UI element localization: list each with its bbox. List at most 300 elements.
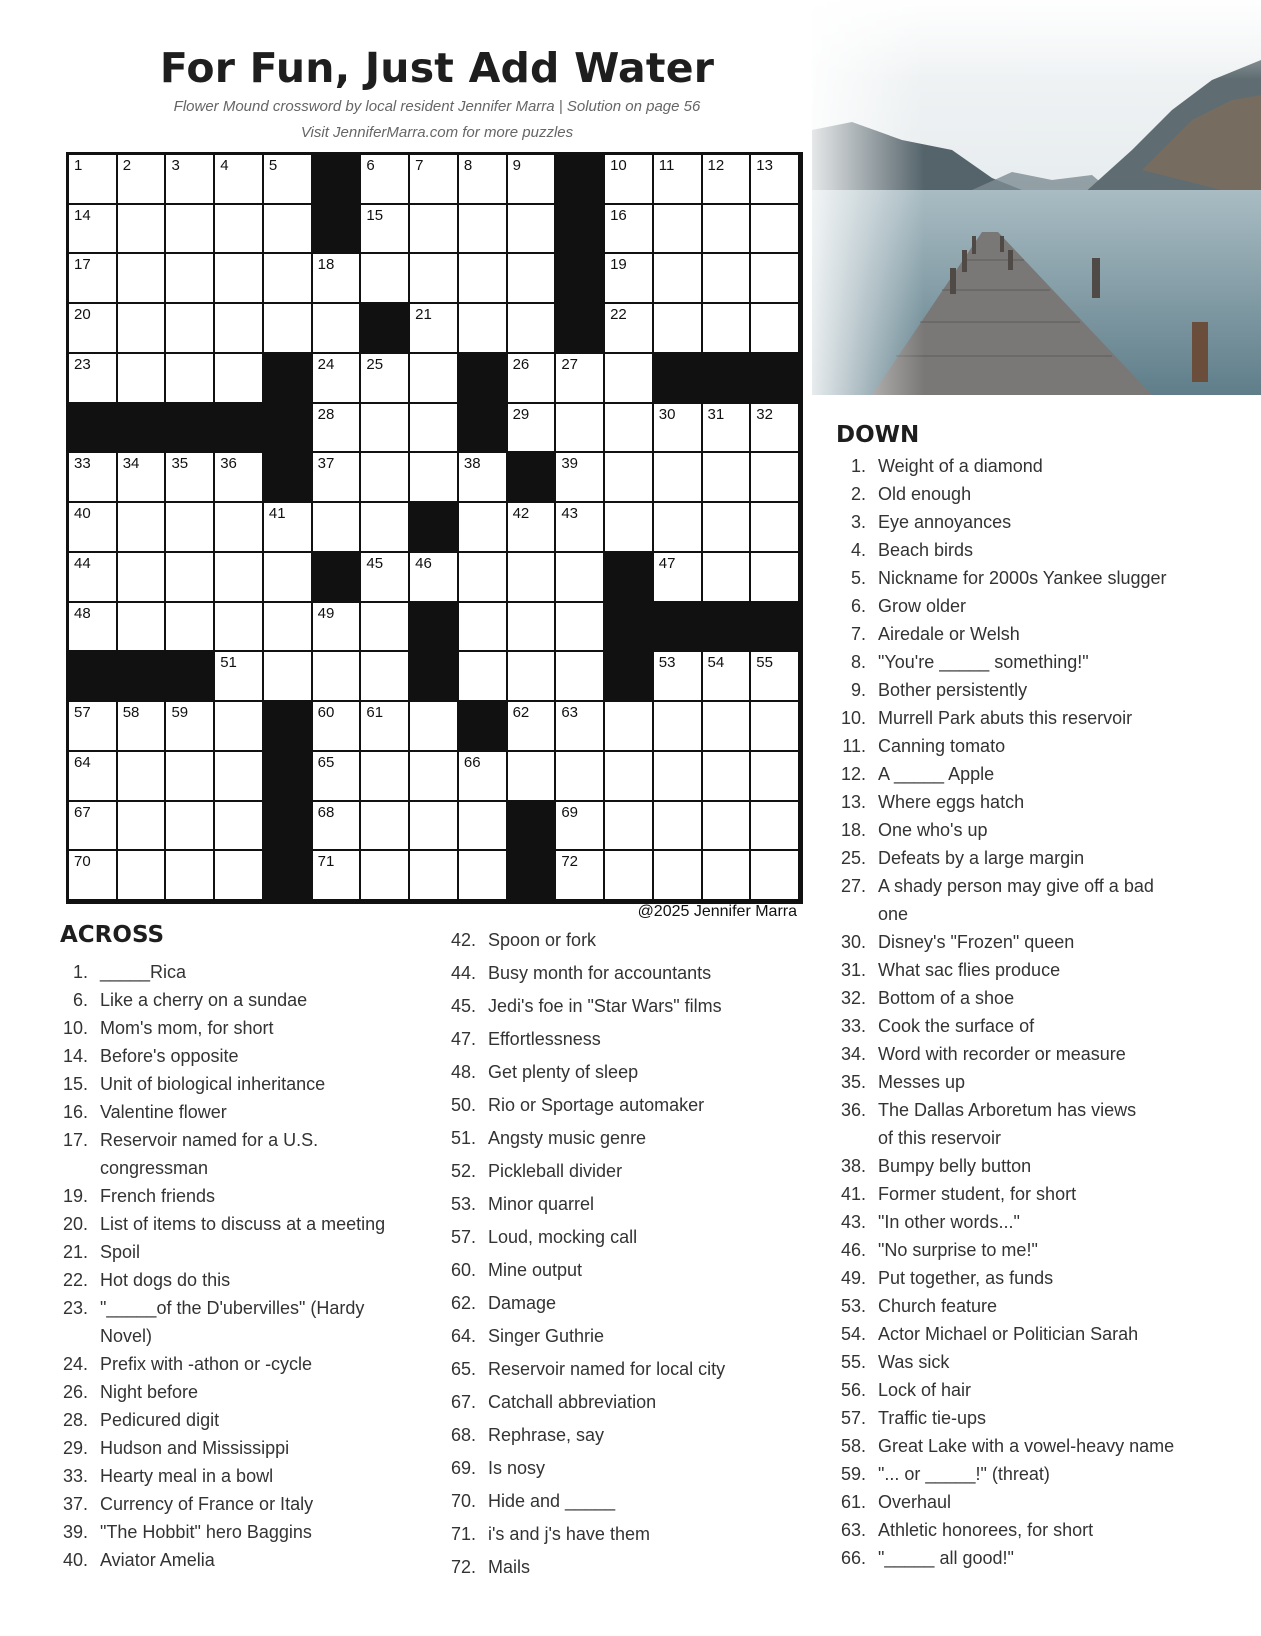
clue-item (834, 872, 1244, 900)
grid-square[interactable] (313, 702, 362, 752)
grid-square[interactable] (215, 851, 264, 901)
grid-square[interactable] (361, 254, 410, 304)
grid-square[interactable] (215, 453, 264, 503)
grid-square[interactable] (508, 354, 557, 404)
grid-square[interactable] (215, 304, 264, 354)
grid-square[interactable] (654, 254, 703, 304)
grid-square[interactable] (69, 354, 118, 404)
grid-square[interactable] (118, 304, 167, 354)
clue-text: Mine output (488, 1260, 583, 1280)
grid-square[interactable] (313, 354, 362, 404)
clue-number: 10. (840, 708, 866, 728)
clue-item (834, 1208, 1244, 1236)
lake-pier-illustration (812, 0, 1261, 395)
grid-square[interactable] (703, 304, 752, 354)
grid-square[interactable] (313, 304, 362, 354)
clue-text: Bumpy belly button (878, 1156, 1032, 1176)
clue-item (834, 1432, 1244, 1460)
grid-square[interactable] (215, 205, 264, 255)
puzzle-title: For Fun, Just Add Water (159, 44, 715, 92)
clue-text: Rio or Sportage automaker (488, 1095, 705, 1115)
grid-square[interactable] (69, 254, 118, 304)
square-number: 67 (74, 803, 91, 821)
square-number: 63 (561, 704, 579, 722)
clue-number: 71. (450, 1524, 476, 1544)
square-number: 32 (756, 405, 773, 423)
clue-number: 53. (840, 1296, 866, 1316)
square-number: 61 (366, 704, 384, 722)
grid-square[interactable] (556, 752, 605, 802)
clue-text: Busy month for accountants (488, 963, 712, 983)
clue-item (444, 1419, 794, 1452)
clue-number: 44. (450, 963, 476, 983)
grid-square[interactable] (703, 205, 752, 255)
grid-square[interactable] (215, 354, 264, 404)
grid-square[interactable] (361, 652, 410, 702)
grid-square[interactable] (118, 603, 167, 653)
grid-square[interactable] (703, 453, 752, 503)
grid-square[interactable] (118, 851, 167, 901)
grid-square[interactable] (361, 155, 410, 205)
grid-square[interactable] (459, 304, 508, 354)
clue-text: List of items to discuss at a meeting (100, 1214, 386, 1234)
square-number: 46 (415, 554, 432, 572)
grid-square[interactable] (605, 254, 654, 304)
grid-square[interactable] (556, 851, 605, 901)
clue-item (56, 1546, 416, 1574)
grid-square[interactable] (751, 503, 800, 553)
grid-square[interactable] (508, 652, 557, 702)
grid-square[interactable] (166, 354, 215, 404)
grid-square[interactable] (264, 254, 313, 304)
grid-square[interactable] (508, 404, 557, 454)
clue-number: 67. (450, 1392, 476, 1412)
clue-number: 3. (850, 512, 866, 532)
black-square (751, 603, 800, 653)
clue-item (834, 452, 1244, 480)
clue-text: Disney's "Frozen" queen (878, 932, 1075, 952)
clue-item (56, 958, 416, 986)
clue-text: Canning tomato (878, 736, 1006, 756)
grid-square[interactable] (69, 702, 118, 752)
grid-square[interactable] (166, 205, 215, 255)
grid-square[interactable] (166, 851, 215, 901)
grid-square[interactable] (508, 702, 557, 752)
square-number: 38 (463, 455, 481, 473)
grid-square[interactable] (703, 553, 752, 603)
grid-square[interactable] (118, 205, 167, 255)
black-square (751, 354, 800, 404)
grid-square[interactable] (703, 752, 752, 802)
grid-square[interactable] (264, 503, 313, 553)
grid-square[interactable] (361, 553, 410, 603)
grid-square[interactable] (118, 453, 167, 503)
grid-square[interactable] (313, 453, 362, 503)
grid-square[interactable] (264, 155, 313, 205)
clue-item (444, 1320, 794, 1353)
grid-square[interactable] (166, 752, 215, 802)
grid-square[interactable] (118, 702, 167, 752)
grid-square[interactable] (654, 752, 703, 802)
grid-square[interactable] (69, 802, 118, 852)
grid-square[interactable] (264, 603, 313, 653)
grid-square[interactable] (751, 155, 800, 205)
square-number: 54 (707, 654, 725, 672)
clue-text: Lock of hair (878, 1380, 972, 1400)
grid-square[interactable] (118, 155, 167, 205)
grid-square[interactable] (459, 802, 508, 852)
square-number: 36 (220, 455, 237, 473)
grid-square[interactable] (556, 453, 605, 503)
grid-square[interactable] (410, 404, 459, 454)
grid-square[interactable] (703, 503, 752, 553)
grid-square[interactable] (410, 851, 459, 901)
clue-number: 20. (62, 1214, 88, 1234)
clue-item (834, 1012, 1244, 1040)
grid-square[interactable] (459, 652, 508, 702)
clue-text: Damage (488, 1293, 557, 1313)
square-number: 15 (366, 206, 384, 224)
black-square (264, 702, 313, 752)
grid-square[interactable] (508, 503, 557, 553)
grid-square[interactable] (118, 503, 167, 553)
grid-square[interactable] (703, 702, 752, 752)
grid-square[interactable] (508, 254, 557, 304)
clue-item (56, 1070, 416, 1098)
square-number: 6 (366, 157, 375, 174)
grid-square[interactable] (508, 553, 557, 603)
clue-number: 48. (450, 1062, 476, 1082)
grid-square[interactable] (215, 553, 264, 603)
grid-square[interactable] (313, 851, 362, 901)
clue-text: Pickleball divider (488, 1161, 623, 1181)
clue-number: 8. (850, 652, 866, 672)
grid-square[interactable] (215, 702, 264, 752)
clue-item (834, 508, 1244, 536)
grid-square[interactable] (410, 205, 459, 255)
clue-item (834, 1376, 1244, 1404)
grid-square[interactable] (215, 802, 264, 852)
clue-item (834, 760, 1244, 788)
grid-square[interactable] (703, 851, 752, 901)
grid-square[interactable] (264, 205, 313, 255)
clue-text: _____Rica (100, 962, 187, 982)
grid-square[interactable] (410, 354, 459, 404)
clue-text: Is nosy (488, 1458, 546, 1478)
grid-square[interactable] (69, 553, 118, 603)
grid-square[interactable] (605, 802, 654, 852)
grid-square[interactable] (118, 354, 167, 404)
grid-square[interactable] (654, 205, 703, 255)
clue-item (56, 1042, 416, 1070)
grid-square[interactable] (459, 603, 508, 653)
grid-square[interactable] (361, 752, 410, 802)
grid-square[interactable] (605, 205, 654, 255)
black-square (166, 652, 215, 702)
grid-square[interactable] (410, 254, 459, 304)
grid-square[interactable] (69, 453, 118, 503)
grid-square[interactable] (410, 752, 459, 802)
grid-square[interactable] (703, 802, 752, 852)
grid-square[interactable] (751, 254, 800, 304)
clue-item (56, 1378, 416, 1406)
clue-number: 13. (840, 792, 866, 812)
grid-square[interactable] (508, 304, 557, 354)
grid-square[interactable] (166, 802, 215, 852)
square-number: 71 (317, 853, 335, 871)
grid-square[interactable] (264, 304, 313, 354)
clue-item (56, 1434, 416, 1462)
grid-square[interactable] (166, 553, 215, 603)
grid-square[interactable] (118, 752, 167, 802)
clue-text: "... or _____!" (threat) (878, 1464, 1050, 1484)
grid-square[interactable] (751, 205, 800, 255)
grid-square[interactable] (703, 652, 752, 702)
clue-text: Hide and _____ (488, 1491, 616, 1511)
square-number: 10 (610, 157, 627, 174)
grid-square[interactable] (166, 603, 215, 653)
grid-square[interactable] (459, 205, 508, 255)
square-number: 25 (366, 355, 384, 373)
grid-square[interactable] (215, 752, 264, 802)
grid-square[interactable] (508, 205, 557, 255)
grid-square[interactable] (751, 553, 800, 603)
grid-square[interactable] (654, 404, 703, 454)
grid-square[interactable] (361, 802, 410, 852)
clue-text: Bottom of a shoe (878, 988, 1015, 1008)
black-square (69, 652, 118, 702)
grid-square[interactable] (751, 652, 800, 702)
grid-square[interactable] (605, 453, 654, 503)
clue-text: Beach birds (878, 540, 974, 560)
clue-item (834, 1236, 1244, 1264)
grid-square[interactable] (410, 453, 459, 503)
grid-square[interactable] (166, 453, 215, 503)
grid-square[interactable] (605, 851, 654, 901)
grid-square[interactable] (703, 404, 752, 454)
grid-square[interactable] (410, 304, 459, 354)
grid-square[interactable] (264, 652, 313, 702)
grid-square[interactable] (556, 404, 605, 454)
clue-text: Novel) (100, 1326, 153, 1346)
clue-number: 41. (840, 1184, 866, 1204)
grid-square[interactable] (166, 702, 215, 752)
grid-square[interactable] (69, 752, 118, 802)
grid-square[interactable] (313, 254, 362, 304)
grid-square[interactable] (751, 304, 800, 354)
grid-square[interactable] (556, 702, 605, 752)
clue-number: 59. (840, 1464, 866, 1484)
grid-square[interactable] (605, 155, 654, 205)
clue-item (56, 1350, 416, 1378)
down-heading: DOWN (836, 422, 920, 448)
grid-square[interactable] (556, 802, 605, 852)
grid-square[interactable] (410, 702, 459, 752)
grid-square[interactable] (69, 603, 118, 653)
grid-square[interactable] (459, 453, 508, 503)
square-number: 4 (220, 157, 229, 174)
clue-text: Get plenty of sleep (488, 1062, 639, 1082)
clue-number: 68. (450, 1425, 476, 1445)
grid-square[interactable] (751, 752, 800, 802)
clue-number: 60. (450, 1260, 476, 1280)
black-square (264, 453, 313, 503)
grid-square[interactable] (605, 404, 654, 454)
clue-text: Hot dogs do this (100, 1270, 231, 1290)
grid-square[interactable] (654, 553, 703, 603)
grid-square[interactable] (508, 603, 557, 653)
grid-square[interactable] (556, 652, 605, 702)
grid-square[interactable] (166, 503, 215, 553)
grid-square[interactable] (361, 503, 410, 553)
grid-square[interactable] (313, 802, 362, 852)
black-square (69, 404, 118, 454)
clue-number: 7. (850, 624, 866, 644)
grid-square[interactable] (69, 503, 118, 553)
square-number: 31 (707, 405, 725, 423)
grid-square[interactable] (556, 503, 605, 553)
grid-square[interactable] (215, 503, 264, 553)
grid-square[interactable] (361, 354, 410, 404)
grid-square[interactable] (605, 304, 654, 354)
grid-square[interactable] (313, 652, 362, 702)
grid-square[interactable] (264, 553, 313, 603)
square-number: 28 (317, 405, 335, 423)
square-number: 39 (561, 455, 579, 473)
grid-square[interactable] (508, 752, 557, 802)
square-number: 70 (74, 853, 91, 871)
grid-square[interactable] (605, 503, 654, 553)
square-number: 16 (610, 206, 627, 224)
grid-square[interactable] (215, 652, 264, 702)
clue-number: 51. (450, 1128, 476, 1148)
grid-square[interactable] (459, 752, 508, 802)
grid-square[interactable] (69, 155, 118, 205)
clue-number: 33. (62, 1466, 88, 1486)
grid-square[interactable] (361, 453, 410, 503)
black-square (313, 553, 362, 603)
grid-square[interactable] (215, 254, 264, 304)
grid-square[interactable] (556, 553, 605, 603)
grid-square[interactable] (361, 404, 410, 454)
grid-square[interactable] (654, 702, 703, 752)
clue-text: "You're _____ something!" (878, 652, 1089, 672)
grid-square[interactable] (459, 503, 508, 553)
grid-square[interactable] (410, 155, 459, 205)
grid-square[interactable] (118, 254, 167, 304)
grid-square[interactable] (751, 404, 800, 454)
clue-text: Murrell Park abuts this reservoir (878, 708, 1133, 728)
grid-square[interactable] (605, 702, 654, 752)
clue-number: 22. (62, 1270, 88, 1290)
clue-text: "In other words..." (878, 1212, 1020, 1232)
grid-square[interactable] (703, 254, 752, 304)
grid-square[interactable] (166, 254, 215, 304)
clue-item (834, 1264, 1244, 1292)
black-square (410, 652, 459, 702)
clue-text: Loud, mocking call (488, 1227, 638, 1247)
grid-square[interactable] (361, 205, 410, 255)
clue-item (444, 1188, 794, 1221)
grid-square[interactable] (313, 752, 362, 802)
clue-item (56, 1182, 416, 1210)
grid-square[interactable] (654, 503, 703, 553)
grid-square[interactable] (459, 553, 508, 603)
grid-square[interactable] (751, 453, 800, 503)
clue-number: 26. (62, 1382, 88, 1402)
grid-square[interactable] (459, 851, 508, 901)
clue-text: Overhaul (878, 1492, 952, 1512)
square-number: 51 (220, 654, 237, 672)
grid-square[interactable] (751, 702, 800, 752)
clue-text: Mom's mom, for short (100, 1018, 274, 1038)
grid-square[interactable] (703, 155, 752, 205)
clue-item (444, 1386, 794, 1419)
grid-square[interactable] (118, 553, 167, 603)
grid-square[interactable] (751, 802, 800, 852)
copyright-notice: @2025 Jennifer Marra (637, 903, 797, 920)
clue-number: 49. (840, 1268, 866, 1288)
grid-square[interactable] (69, 304, 118, 354)
clue-text: "_____of the D'ubervilles" (Hardy (100, 1298, 365, 1318)
square-number: 24 (317, 355, 335, 373)
grid-square[interactable] (654, 851, 703, 901)
grid-square[interactable] (313, 503, 362, 553)
grid-square[interactable] (410, 802, 459, 852)
grid-square[interactable] (654, 802, 703, 852)
down-clues-column (834, 452, 1244, 1572)
grid-square[interactable] (508, 155, 557, 205)
grid-square[interactable] (459, 254, 508, 304)
clue-number: 34. (840, 1044, 866, 1064)
square-number: 30 (658, 405, 676, 423)
clue-number: 42. (450, 930, 476, 950)
grid-square[interactable] (166, 304, 215, 354)
clue-item (834, 1544, 1244, 1572)
black-square (410, 603, 459, 653)
grid-square[interactable] (654, 155, 703, 205)
grid-square[interactable] (166, 155, 215, 205)
grid-square[interactable] (654, 453, 703, 503)
black-square (556, 254, 605, 304)
clue-number: 64. (450, 1326, 476, 1346)
square-number: 14 (74, 206, 91, 224)
grid-square[interactable] (361, 603, 410, 653)
grid-square[interactable] (751, 851, 800, 901)
grid-square[interactable] (410, 553, 459, 603)
clue-number: 66. (840, 1548, 866, 1568)
grid-square[interactable] (118, 802, 167, 852)
grid-square[interactable] (556, 603, 605, 653)
grid-square[interactable] (69, 205, 118, 255)
grid-square[interactable] (215, 603, 264, 653)
grid-square[interactable] (215, 155, 264, 205)
grid-square[interactable] (69, 851, 118, 901)
grid-square[interactable] (313, 404, 362, 454)
grid-square[interactable] (556, 354, 605, 404)
grid-square[interactable] (459, 155, 508, 205)
grid-square[interactable] (654, 304, 703, 354)
clue-text: Effortlessness (488, 1029, 601, 1049)
grid-square[interactable] (313, 603, 362, 653)
clue-number: 5. (850, 568, 866, 588)
grid-square[interactable] (361, 851, 410, 901)
grid-square[interactable] (605, 752, 654, 802)
grid-square[interactable] (605, 354, 654, 404)
grid-square[interactable] (654, 652, 703, 702)
clue-text: Old enough (878, 484, 972, 504)
grid-square[interactable] (361, 702, 410, 752)
